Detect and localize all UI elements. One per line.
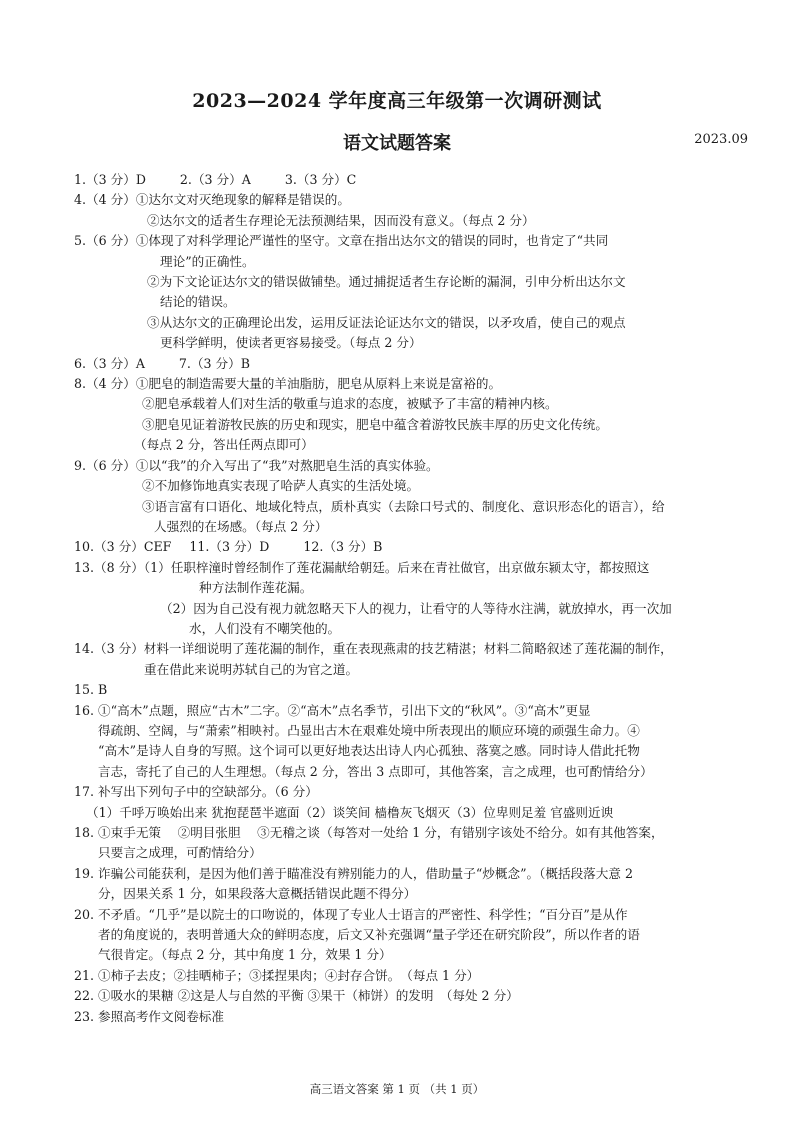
answer-5-line-3: ②为下文论证达尔文的错误做铺垫。通过捕捉适者生存论断的漏洞，引申分析出达尔文 [147, 274, 626, 290]
exam-date: 2023.09 [694, 132, 748, 147]
answer-9-line-1: 9.（6 分）①以“我”的介入写出了“我”对熬肥皂生活的真实体验。 [74, 457, 439, 473]
answer-9-line-3: ③语言富有口语化、地域化特点，质朴真实（去除口号式的、制度化、意识形态化的语言），给 [142, 498, 665, 514]
answer-17-line-2: （1）千呼万唤始出来 犹抱琵琶半遮面（2）谈笑间 樯橹灰飞烟灭（3）位卑则足羞 官盛则近谀 [86, 804, 614, 820]
answer-13-line-1: 13.（8 分）（1）任职梓潼时曾经制作了莲花漏献给朝廷。后来在青社做官，出京做东颍太守，都按照这 [74, 559, 650, 575]
answer-4-line-1: 4.（4 分）①达尔文对灭绝现象的解释是错误的。 [74, 192, 350, 208]
answer-14-line-1: 14.（3 分）材料一详细说明了莲花漏的制作，重在表现燕肃的技艺精湛；材料二简略叙述了莲花漏的制作， [74, 641, 673, 657]
answer-4-line-2: ②达尔文的适者生存理论无法预测结果，因而没有意义。（每点 2 分） [147, 212, 535, 228]
answer-14-line-2: 重在借此来说明苏轼自己的为官之道。 [144, 661, 359, 677]
answer-12: 12.（3 分）B [303, 539, 383, 555]
answer-row-1-3 [74, 170, 734, 190]
answer-16-line-1: 16. ①“高木”点题，照应“古木”二字。②“高木”点名季节，引出下文的“秋风”。③“高木”更显 [74, 702, 591, 718]
answer-list [74, 170, 734, 1027]
answer-7: 7.（3 分）B [178, 355, 250, 371]
answer-10: 10.（3 分）CEF [74, 539, 172, 555]
answer-5-line-2: 理论”的正确性。 [160, 253, 255, 269]
answer-9-line-2: ②不加修饰地真实表现了哈萨人真实的生活处境。 [142, 478, 420, 494]
answer-16-line-3: “高木”是诗人自身的写照。这个词可以更好地表达出诗人内心孤独、落寞之感。同时诗人借此托物 [98, 743, 640, 759]
answer-23: 23. 参照高考作文阅卷标准 [74, 1008, 224, 1024]
answer-13-line-3: （2）因为自己没有视力就忽略天下人的视力，让看守的人等待水注满，就放掉水，再一次加 [160, 600, 672, 616]
answer-13-line-4: 水，人们没有不嘲笑他的。 [189, 620, 341, 636]
answer-20-line-1: 20. 不矛盾。“几乎”是以院士的口吻说的，体现了专业人士语言的严密性、科学性；“百分百”是从作 [74, 906, 628, 922]
answer-5-line-6: 更科学鲜明，使读者更容易接受。（每点 2 分） [160, 335, 422, 351]
answer-8-line-1: 8.（4 分）①肥皂的制造需要大量的羊油脂肪，肥皂从原料上来说是富裕的。 [74, 376, 502, 392]
answer-5-line-5: ③从达尔文的正确理论出发，运用反证法论证达尔文的错误，以矛攻盾，使自己的观点 [147, 314, 626, 330]
answer-16-line-4: 言志，寄托了自己的人生理想。（每点 2 分，答出 3 点即可，其他答案，言之成理，也可酌情给分） [98, 763, 653, 779]
answer-row-6-7 [74, 354, 734, 374]
answer-5-line-1: 5.（6 分）①体现了对科学理论严谨性的坚守。文章在指出达尔文的错误的同时，也肯定了“共同 [74, 233, 609, 249]
answer-8-line-2: ②肥皂承载着人们对生活的敬重与追求的态度，被赋予了丰富的精神内核。 [142, 396, 558, 412]
answer-19-line-1: 19. 诈骗公司能获利，是因为他们善于瞄准没有辨别能力的人，借助量子“炒概念”。（概括段落大意 2 [74, 865, 633, 881]
page-title: 2023—2024 学年度高三年级第一次调研测试 [192, 90, 602, 112]
page-subtitle: 语文试题答案 [343, 133, 451, 154]
answer-9-line-4: 人强烈的在场感。（每点 2 分） [154, 518, 328, 534]
answer-16-line-2: 得疏朗、空阔，与“萧索”相映衬。凸显出古木在艰难处境中所表现出的顺应环境的顽强生命力。④ [98, 722, 640, 738]
answer-5-line-4: 结论的错误。 [160, 294, 236, 310]
answer-6: 6.（3 分）A [74, 355, 145, 371]
answer-20-line-3: 气很肯定。（每点 2 分，其中角度 1 分，效果 1 分） [98, 947, 392, 963]
answer-1: 1.（3 分）D [74, 172, 146, 187]
page-footer: 高三语文答案 第 1 页 （共 1 页） [309, 1082, 485, 1096]
answer-2: 2.（3 分）A [179, 172, 251, 187]
answer-19-line-2: 分，因果关系 1 分，如果段落大意概括错误此题不得分） [98, 886, 417, 902]
answer-3: 3.（3 分）C [284, 172, 357, 187]
answer-11: 11.（3 分）D [189, 539, 270, 555]
answer-18-line-2: 只要言之成理，可酌情给分） [98, 845, 262, 861]
answer-20-line-2: 者的角度说的，表明普通大众的鲜明态度，后文又补充强调“量子学还在研究阶段”，所以作者的语 [98, 927, 640, 943]
answer-15: 15. B [74, 682, 108, 698]
answer-8-line-3: ③肥皂见证着游牧民族的历史和现实，肥皂中蕴含着游牧民族丰厚的历史文化传统。 [142, 416, 608, 432]
answer-8-line-4: （每点 2 分，答出任两点即可） [134, 437, 314, 453]
answer-17-line-1: 17. 补写出下列句子中的空缺部分。（6 分） [74, 784, 318, 800]
answer-21: 21. ①柿子去皮；②挂晒柿子；③揉捏果肉；④封存合饼。 （每点 1 分） [74, 967, 480, 983]
answer-row-10-12 [74, 537, 734, 557]
answer-13-line-2: 种方法制作莲花漏。 [199, 580, 313, 596]
answer-18-line-1: 18. ①束手无策 ②明目张胆 ③无稽之谈（每答对一处给 1 分，有错别字该处不给分。如有其他答案， [74, 825, 664, 840]
answer-22: 22. ①吸水的果糖 ②这是人与自然的平衡 ③果干（柿饼）的发明 （每处 2 分） [74, 988, 519, 1004]
